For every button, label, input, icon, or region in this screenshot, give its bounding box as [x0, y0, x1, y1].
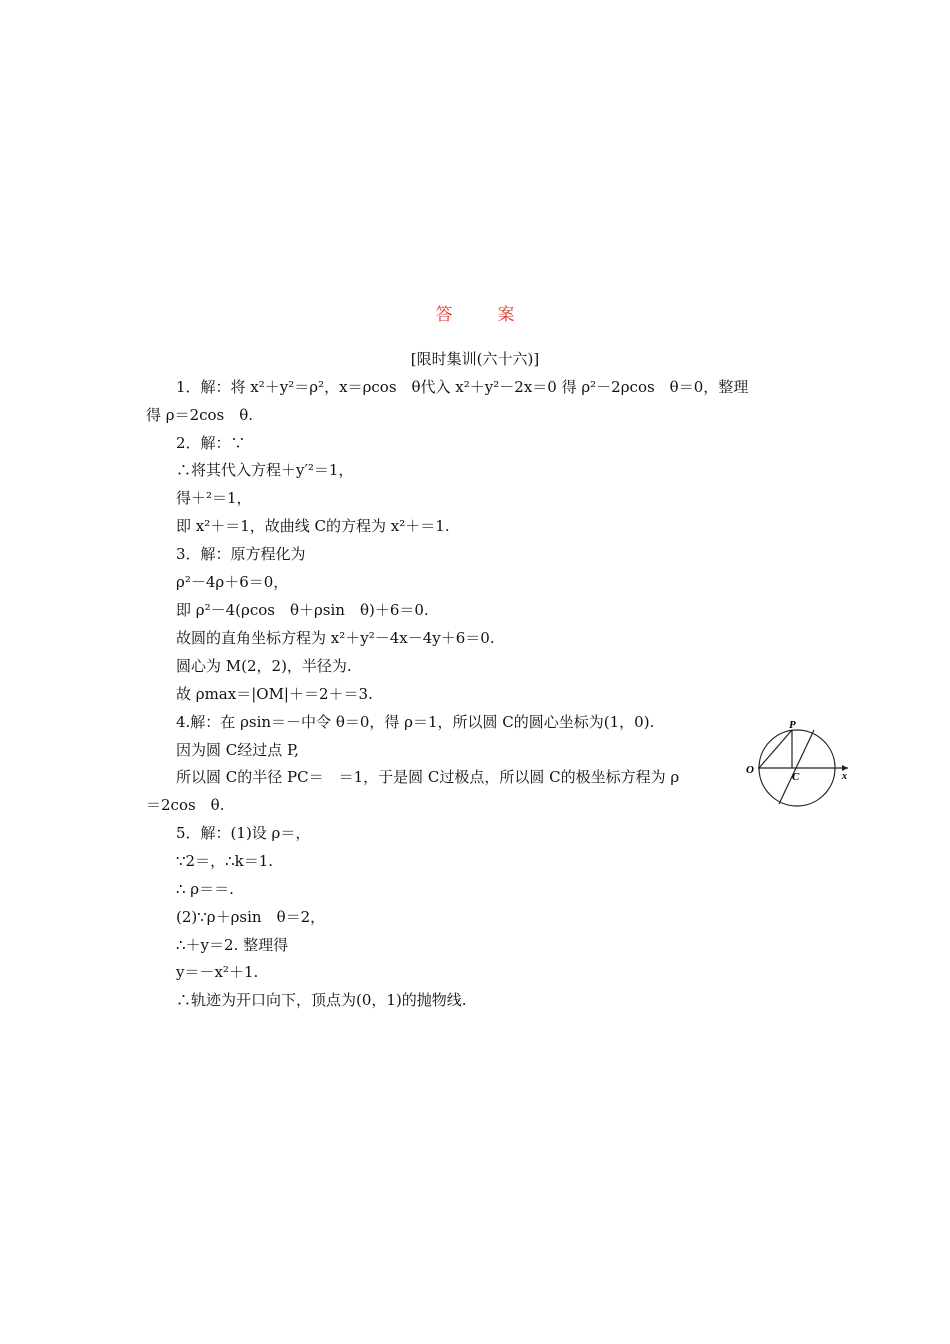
tangent-line — [779, 730, 814, 804]
answer-line: 得＋²＝1， — [176, 489, 252, 507]
answer-line: 2．解：∵ — [176, 434, 246, 452]
answer-line: ρ²－4ρ＋6＝0， — [176, 573, 289, 591]
label-c: C — [792, 771, 800, 783]
answer-line: 1．解：将 x²＋y²＝ρ²，x＝ρcos θ代入 x²＋y²－2x＝0 得 ρ²－2ρcos θ＝0，整理 — [176, 378, 749, 396]
answer-line: ＝2cos θ. — [146, 796, 225, 814]
answer-line: ∴＋y＝2. 整理得 — [176, 936, 289, 954]
answer-line: ∴轨迹为开口向下，顶点为(0，1)的抛物线. — [176, 991, 467, 1009]
answer-line: 因为圆 C经过点 P, — [176, 741, 299, 759]
answer-line: ∴ ρ＝＝. — [176, 880, 234, 898]
answer-line: ∴将其代入方程＋y′²＝1， — [176, 461, 354, 479]
answer-title: 答 案 — [435, 305, 529, 325]
answer-line: (2)∵ρ＋ρsin θ＝2， — [176, 908, 326, 926]
label-p: P — [789, 719, 796, 731]
answer-line: y＝－x²＋1. — [176, 963, 259, 981]
answer-line: 3．解：原方程化为 — [176, 545, 306, 563]
answer-line: 得 ρ＝2cos θ. — [146, 406, 254, 424]
answer-line: 即 x²＋＝1，故曲线 C的方程为 x²＋＝1. — [176, 517, 450, 535]
label-x: x — [842, 771, 847, 782]
answer-line: 故圆的直角坐标方程为 x²＋y²－4x－4y＋6＝0. — [176, 629, 495, 647]
circle-diagram — [742, 718, 854, 810]
answer-line: 5．解：(1)设 ρ＝， — [176, 824, 311, 842]
section-subtitle: [限时集训(六十六)] — [410, 350, 540, 368]
answer-line: 故 ρmax＝|OM|＋＝2＋＝3. — [176, 685, 373, 703]
answer-line: ∵2＝，∴k＝1. — [176, 852, 274, 870]
answer-line: 所以圆 C的半径 PC＝ ＝1，于是圆 C过极点，所以圆 C的极坐标方程为 ρ — [176, 768, 680, 786]
label-o: O — [746, 764, 754, 776]
answer-line: 圆心为 M(2，2)，半径为. — [176, 657, 352, 675]
answer-line: 4.解：在 ρsin＝－中令 θ＝0，得 ρ＝1，所以圆 C的圆心坐标为(1，0). — [176, 713, 655, 731]
answer-line: 即 ρ²－4(ρcos θ＋ρsin θ)＋6＝0. — [176, 601, 429, 619]
